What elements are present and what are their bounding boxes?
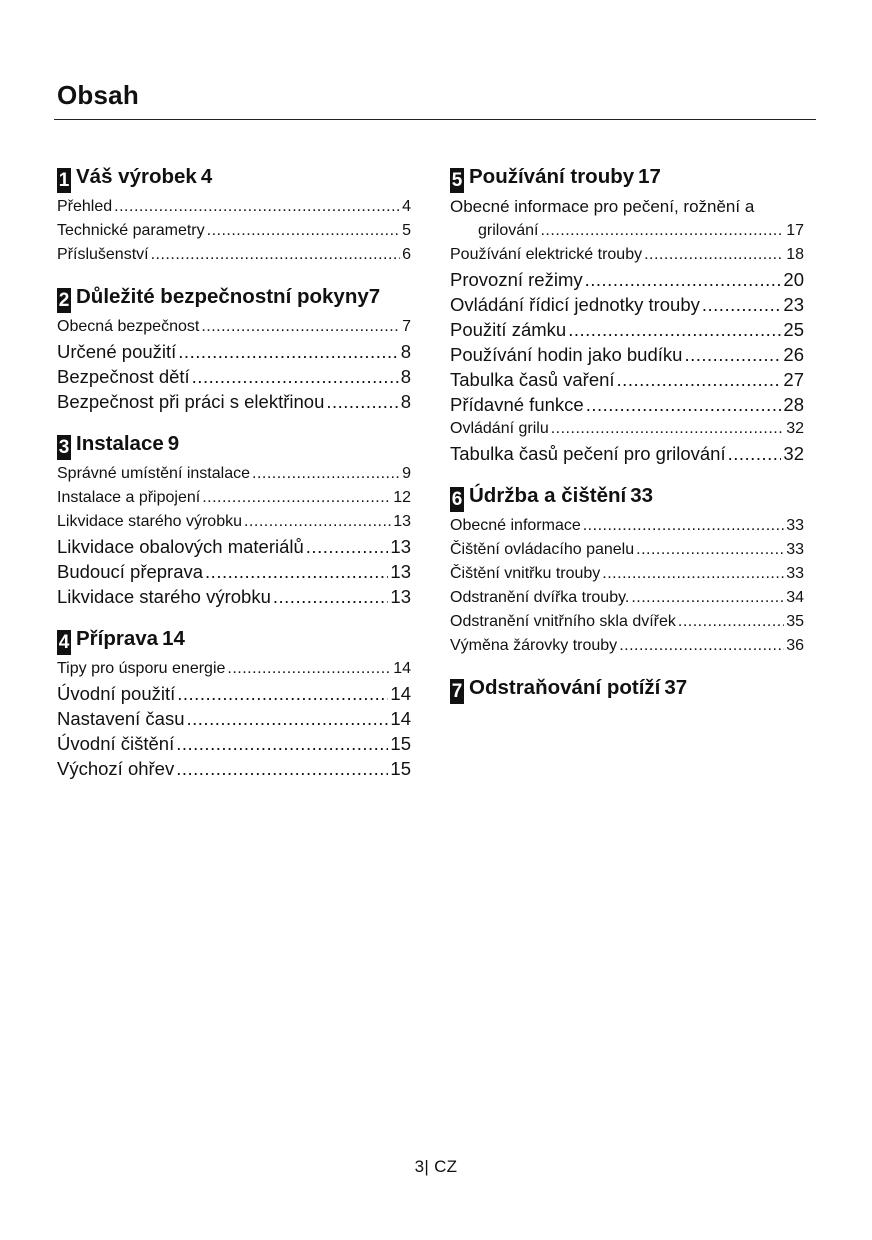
entry-page: 8 bbox=[400, 391, 411, 412]
dot-leader bbox=[585, 267, 782, 292]
toc-entry[interactable] bbox=[450, 243, 804, 267]
entry-page: 33 bbox=[786, 565, 804, 582]
dot-leader bbox=[684, 342, 781, 367]
toc-entry[interactable] bbox=[450, 267, 804, 292]
section-number-badge: 3 bbox=[58, 437, 70, 458]
entry-title: Instalace a připojení bbox=[57, 489, 201, 506]
entry-title: Výměna žárovky trouby bbox=[450, 637, 618, 654]
toc-section-1 bbox=[57, 159, 411, 267]
toc-entry[interactable] bbox=[57, 756, 411, 781]
entry-title: Čištění vnitřku trouby bbox=[450, 565, 601, 582]
toc-entry[interactable] bbox=[57, 364, 411, 389]
toc-entry[interactable] bbox=[57, 706, 411, 731]
toc-entry[interactable] bbox=[450, 367, 804, 392]
entry-title: Přídavné funkce bbox=[450, 394, 584, 415]
section-title: Váš výrobek bbox=[76, 165, 197, 188]
dot-leader bbox=[207, 219, 400, 243]
entry-page: 25 bbox=[783, 319, 804, 340]
toc-section-2 bbox=[57, 279, 411, 414]
section-heading[interactable] bbox=[450, 159, 804, 195]
entry-page: 13 bbox=[393, 513, 411, 530]
toc-entry[interactable] bbox=[57, 681, 411, 706]
dot-leader bbox=[326, 389, 398, 414]
entry-title: Likvidace starého výrobku bbox=[57, 586, 271, 607]
toc-right-column bbox=[450, 157, 804, 706]
entry-title: Příslušenství bbox=[57, 246, 149, 263]
toc-entry[interactable] bbox=[450, 586, 804, 610]
entry-title: Obecné informace bbox=[450, 517, 581, 534]
section-title: Odstraňování potíží bbox=[469, 676, 661, 699]
entry-title: Používání elektrické trouby bbox=[450, 246, 643, 263]
entry-page: 34 bbox=[786, 589, 804, 606]
section-number-badge: 4 bbox=[58, 632, 70, 653]
toc-entry[interactable] bbox=[450, 610, 804, 634]
entry-page: 15 bbox=[390, 758, 411, 779]
dot-leader bbox=[201, 315, 400, 339]
entry-page: 12 bbox=[393, 489, 411, 506]
section-page: 7 bbox=[368, 285, 381, 308]
toc-entry[interactable] bbox=[450, 562, 804, 586]
entry-title-line1: Obecné informace pro pečení, rožnění a bbox=[450, 197, 755, 216]
dot-leader bbox=[568, 317, 781, 342]
entry-page: 14 bbox=[393, 660, 411, 677]
entry-title: Použití zámku bbox=[450, 319, 567, 340]
dot-leader bbox=[177, 681, 388, 706]
entry-page: 23 bbox=[783, 294, 804, 315]
dot-leader bbox=[114, 195, 400, 219]
dot-leader bbox=[617, 367, 782, 392]
entry-page: 13 bbox=[390, 561, 411, 582]
toc-entry[interactable] bbox=[57, 315, 411, 339]
entry-title: Správné umístění instalace bbox=[57, 465, 250, 482]
toc-entry[interactable] bbox=[57, 510, 411, 534]
entry-title: Odstranění dvířka trouby. bbox=[450, 589, 630, 606]
toc-entry[interactable] bbox=[450, 514, 804, 538]
entry-page: 9 bbox=[402, 465, 411, 482]
entry-page: 20 bbox=[783, 269, 804, 290]
toc-entry[interactable] bbox=[450, 317, 804, 342]
entry-page: 13 bbox=[390, 586, 411, 607]
entry-title: Bezpečnost při práci s elektřinou bbox=[57, 391, 325, 412]
dot-leader bbox=[586, 392, 782, 417]
section-heading[interactable] bbox=[450, 478, 804, 514]
entry-title: Likvidace starého výrobku bbox=[57, 513, 242, 530]
dot-leader bbox=[273, 584, 389, 609]
entry-title: Přehled bbox=[57, 198, 113, 215]
toc-entry[interactable] bbox=[57, 195, 411, 219]
dot-leader bbox=[728, 441, 782, 466]
entry-page: 27 bbox=[783, 369, 804, 390]
dot-leader bbox=[619, 634, 784, 658]
toc-entry[interactable] bbox=[450, 342, 804, 367]
entry-page: 28 bbox=[783, 394, 804, 415]
toc-entry[interactable] bbox=[450, 292, 804, 317]
title-divider bbox=[54, 119, 816, 120]
entry-page: 14 bbox=[390, 708, 411, 729]
section-page: 14 bbox=[162, 627, 185, 650]
entry-title: Určené použití bbox=[57, 341, 177, 362]
dot-leader bbox=[187, 706, 389, 731]
toc-section-3 bbox=[57, 426, 411, 609]
entry-title: Provozní režimy bbox=[450, 269, 583, 290]
entry-page: 13 bbox=[390, 536, 411, 557]
section-page: 17 bbox=[638, 165, 661, 188]
section-title: Používání trouby bbox=[469, 165, 635, 188]
section-number-badge: 6 bbox=[451, 489, 463, 510]
section-number-badge: 2 bbox=[58, 290, 70, 311]
entry-page: 14 bbox=[390, 683, 411, 704]
dot-leader bbox=[176, 731, 388, 756]
section-title: Instalace bbox=[76, 432, 164, 455]
toc-entry-wrapped[interactable] bbox=[450, 195, 804, 243]
section-heading[interactable] bbox=[57, 159, 411, 195]
entry-title: Ovládání grilu bbox=[450, 420, 549, 437]
dot-leader bbox=[631, 586, 784, 610]
dot-leader bbox=[702, 292, 782, 317]
toc-entry[interactable] bbox=[57, 657, 411, 681]
page-title: Obsah bbox=[57, 80, 139, 110]
section-title: Příprava bbox=[76, 627, 159, 650]
section-heading[interactable] bbox=[57, 621, 411, 657]
toc-section-6 bbox=[450, 478, 804, 658]
toc-section-4 bbox=[57, 621, 411, 781]
section-number-badge: 1 bbox=[58, 170, 70, 191]
page-footer: 3| CZ bbox=[414, 1157, 458, 1176]
section-title: Důležité bezpečnostní pokyny bbox=[76, 285, 369, 308]
entry-title: Tabulka časů vaření bbox=[450, 369, 615, 390]
toc-entry[interactable] bbox=[450, 634, 804, 658]
entry-title: Tipy pro úsporu energie bbox=[57, 660, 226, 677]
dot-leader bbox=[583, 514, 784, 538]
entry-title: Technické parametry bbox=[57, 222, 205, 239]
toc-entry[interactable] bbox=[57, 339, 411, 364]
entry-page: 17 bbox=[786, 222, 804, 239]
dot-leader bbox=[306, 534, 389, 559]
entry-title: Bezpečnost dětí bbox=[57, 366, 190, 387]
toc-entry[interactable] bbox=[450, 417, 804, 441]
entry-title: Likvidace obalových materiálů bbox=[57, 536, 304, 557]
toc-entry[interactable] bbox=[57, 534, 411, 559]
toc-entry[interactable] bbox=[57, 584, 411, 609]
section-heading[interactable] bbox=[57, 279, 411, 315]
entry-page: 32 bbox=[786, 420, 804, 437]
dot-leader bbox=[678, 610, 784, 634]
entry-title: Úvodní čištění bbox=[57, 733, 175, 754]
entry-title: Odstranění vnitřního skla dvířek bbox=[450, 613, 676, 630]
dot-leader bbox=[178, 339, 398, 364]
entry-title: Ovládání řídicí jednotky trouby bbox=[450, 294, 700, 315]
dot-leader bbox=[205, 559, 388, 584]
section-number-badge: 7 bbox=[451, 681, 463, 702]
section-page: 4 bbox=[200, 165, 213, 188]
entry-page: 5 bbox=[402, 222, 411, 239]
dot-leader bbox=[176, 756, 388, 781]
entry-title: Nastavení času bbox=[57, 708, 185, 729]
entry-title: Budoucí přeprava bbox=[57, 561, 204, 582]
entry-page: 15 bbox=[390, 733, 411, 754]
section-page: 33 bbox=[630, 484, 654, 507]
entry-page: 32 bbox=[783, 443, 804, 464]
toc-left-column bbox=[57, 157, 411, 781]
entry-page: 7 bbox=[402, 318, 411, 335]
entry-title: Úvodní použití bbox=[57, 683, 176, 704]
dot-leader bbox=[602, 562, 784, 586]
section-title: Údržba a čištění bbox=[469, 484, 627, 507]
toc-entry[interactable] bbox=[57, 219, 411, 243]
toc-section-7 bbox=[450, 670, 804, 706]
toc-entry[interactable] bbox=[57, 243, 411, 267]
entry-page: 8 bbox=[400, 366, 411, 387]
section-page: 37 bbox=[664, 676, 688, 699]
toc-entry[interactable] bbox=[57, 486, 411, 510]
toc-entry[interactable] bbox=[57, 559, 411, 584]
toc-section-5 bbox=[450, 159, 804, 466]
entry-page: 18 bbox=[786, 246, 804, 263]
toc-entry[interactable] bbox=[450, 441, 804, 466]
toc-entry[interactable] bbox=[450, 392, 804, 417]
section-number-badge: 5 bbox=[451, 170, 463, 191]
entry-page: 33 bbox=[786, 517, 804, 534]
toc-entry[interactable] bbox=[57, 389, 411, 414]
entry-title-line2: grilování bbox=[478, 222, 539, 239]
entry-page: 36 bbox=[786, 637, 804, 654]
dot-leader bbox=[244, 510, 391, 534]
entry-title: Výchozí ohřev bbox=[57, 758, 175, 779]
dot-leader bbox=[551, 417, 784, 441]
dot-leader bbox=[644, 243, 784, 267]
section-page: 9 bbox=[167, 432, 180, 455]
toc-entry[interactable] bbox=[57, 731, 411, 756]
entry-page: 33 bbox=[786, 541, 804, 558]
toc-entry[interactable] bbox=[57, 462, 411, 486]
entry-title: Čištění ovládacího panelu bbox=[450, 541, 635, 558]
toc-entry[interactable] bbox=[450, 538, 804, 562]
section-heading[interactable] bbox=[57, 426, 411, 462]
dot-leader bbox=[202, 486, 391, 510]
entry-page: 4 bbox=[402, 198, 411, 215]
entry-page: 8 bbox=[400, 341, 411, 362]
dot-leader bbox=[636, 538, 784, 562]
dot-leader bbox=[540, 219, 784, 243]
entry-page: 35 bbox=[786, 613, 804, 630]
dot-leader bbox=[227, 657, 391, 681]
entry-page: 26 bbox=[783, 344, 804, 365]
entry-title: Používání hodin jako budíku bbox=[450, 344, 683, 365]
entry-page: 6 bbox=[402, 246, 411, 263]
dot-leader bbox=[252, 462, 400, 486]
section-heading[interactable] bbox=[450, 670, 804, 706]
entry-title: Obecná bezpečnost bbox=[57, 318, 200, 335]
dot-leader bbox=[151, 243, 401, 267]
dot-leader bbox=[192, 364, 399, 389]
entry-title: Tabulka časů pečení pro grilování bbox=[450, 443, 726, 464]
